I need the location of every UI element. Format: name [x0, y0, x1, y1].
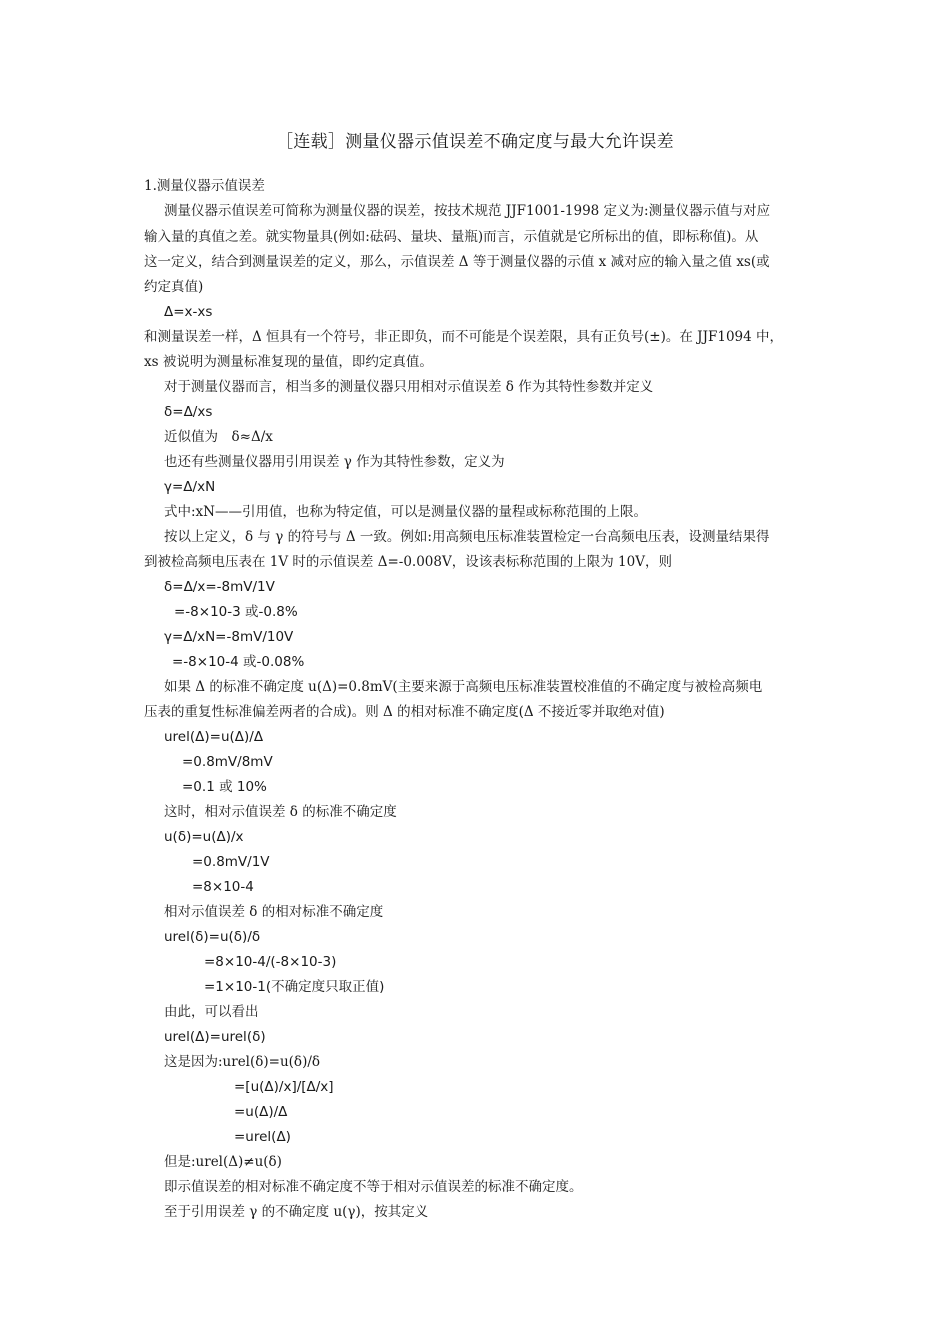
equation: γ=Δ/xN	[164, 479, 216, 495]
paragraph-line: 对于测量仪器而言，相当多的测量仪器只用相对示值误差 δ 作为其特性参数并定义	[164, 379, 654, 395]
equation: urel(δ)=u(δ)/δ	[164, 929, 261, 945]
paragraph-line: 输入量的真值之差。就实物量具(例如:砝码、量块、量瓶)而言，示值就是它所标出的值，即标称值)。从	[144, 229, 759, 245]
paragraph-line: 到被检高频电压表在 1V 时的示值误差 Δ=-0.008V，设该表标称范围的上限为 10V，则	[144, 554, 672, 570]
paragraph-line: 这时，相对示值误差 δ 的标准不确定度	[164, 804, 397, 820]
equation: γ=Δ/xN=-8mV/10V	[164, 629, 294, 645]
paragraph-line: 由此，可以看出	[164, 1004, 259, 1020]
paragraph-line: 测量仪器示值误差可简称为测量仪器的误差，按技术规范 JJF1001-1998 定义为:测量仪器示值与对应	[164, 203, 771, 219]
equation: urel(Δ)=urel(δ)	[164, 1029, 266, 1045]
equation: =u(Δ)/Δ	[234, 1104, 288, 1120]
equation: =-8×10-3 或-0.8%	[174, 604, 298, 620]
equation: =0.8mV/8mV	[182, 754, 273, 770]
equation: =8×10-4	[192, 879, 254, 895]
paragraph-line: 如果 Δ 的标准不确定度 u(Δ)=0.8mV(主要来源于高频电压标准装置校准值的不确定度与被检高频电	[164, 679, 763, 695]
paragraph-line: 和测量误差一样，Δ 恒具有一个符号，非正即负，而不可能是个误差限，具有正负号(±)。在 JJF1094 中，	[144, 329, 784, 345]
paragraph-line: 这一定义，结合到测量误差的定义，那么，示值误差 Δ 等于测量仪器的示值 x 减对应的输入量之值 xs(或	[144, 254, 770, 270]
paragraph-line: 式中:xN——引用值，也称为特定值，可以是测量仪器的量程或标称范围的上限。	[164, 504, 647, 520]
paragraph-line: xs 被说明为测量标准复现的量值，即约定真值。	[144, 354, 433, 370]
equation: Δ=x-xs	[164, 304, 213, 320]
paragraph-line: 至于引用误差 γ 的不确定度 u(γ)，按其定义	[164, 1204, 429, 1220]
section-heading: 1.测量仪器示值误差	[144, 178, 265, 194]
equation: =8×10-4/(-8×10-3)	[204, 954, 337, 970]
equation: =urel(Δ)	[234, 1129, 291, 1145]
equation: u(δ)=u(Δ)/x	[164, 829, 244, 845]
paragraph-line: 相对示值误差 δ 的相对标准不确定度	[164, 904, 384, 920]
paragraph-line: 压表的重复性标准偏差两者的合成)。则 Δ 的相对标准不确定度(Δ 不接近零并取绝对值)	[144, 704, 665, 720]
equation: urel(Δ)=u(Δ)/Δ	[164, 729, 264, 745]
equation: 但是:urel(Δ)≠u(δ)	[164, 1154, 282, 1170]
equation: δ=Δ/x=-8mV/1V	[164, 579, 275, 595]
document-title: ［连载］测量仪器示值误差不确定度与最大允许误差	[276, 132, 674, 152]
equation: =0.8mV/1V	[192, 854, 270, 870]
paragraph-line: 按以上定义，δ 与 γ 的符号与 Δ 一致。例如:用高频电压标准装置检定一台高频电压表，设测量结果得	[164, 529, 770, 545]
equation: =0.1 或 10%	[182, 779, 267, 795]
paragraph-line: 也还有些测量仪器用引用误差 γ 作为其特性参数，定义为	[164, 454, 505, 470]
equation: =1×10-1(不确定度只取正值)	[204, 979, 385, 995]
equation: δ=Δ/xs	[164, 404, 213, 420]
equation: =-8×10-4 或-0.08%	[172, 654, 305, 670]
equation: 这是因为:urel(δ)=u(δ)/δ	[164, 1054, 321, 1070]
paragraph-line: 即示值误差的相对标准不确定度不等于相对示值误差的标准不确定度。	[164, 1179, 583, 1195]
paragraph-line: 约定真值)	[144, 279, 204, 295]
equation: =[u(Δ)/x]/[Δ/x]	[234, 1079, 334, 1095]
equation: 近似值为 δ≈Δ/x	[164, 429, 273, 445]
